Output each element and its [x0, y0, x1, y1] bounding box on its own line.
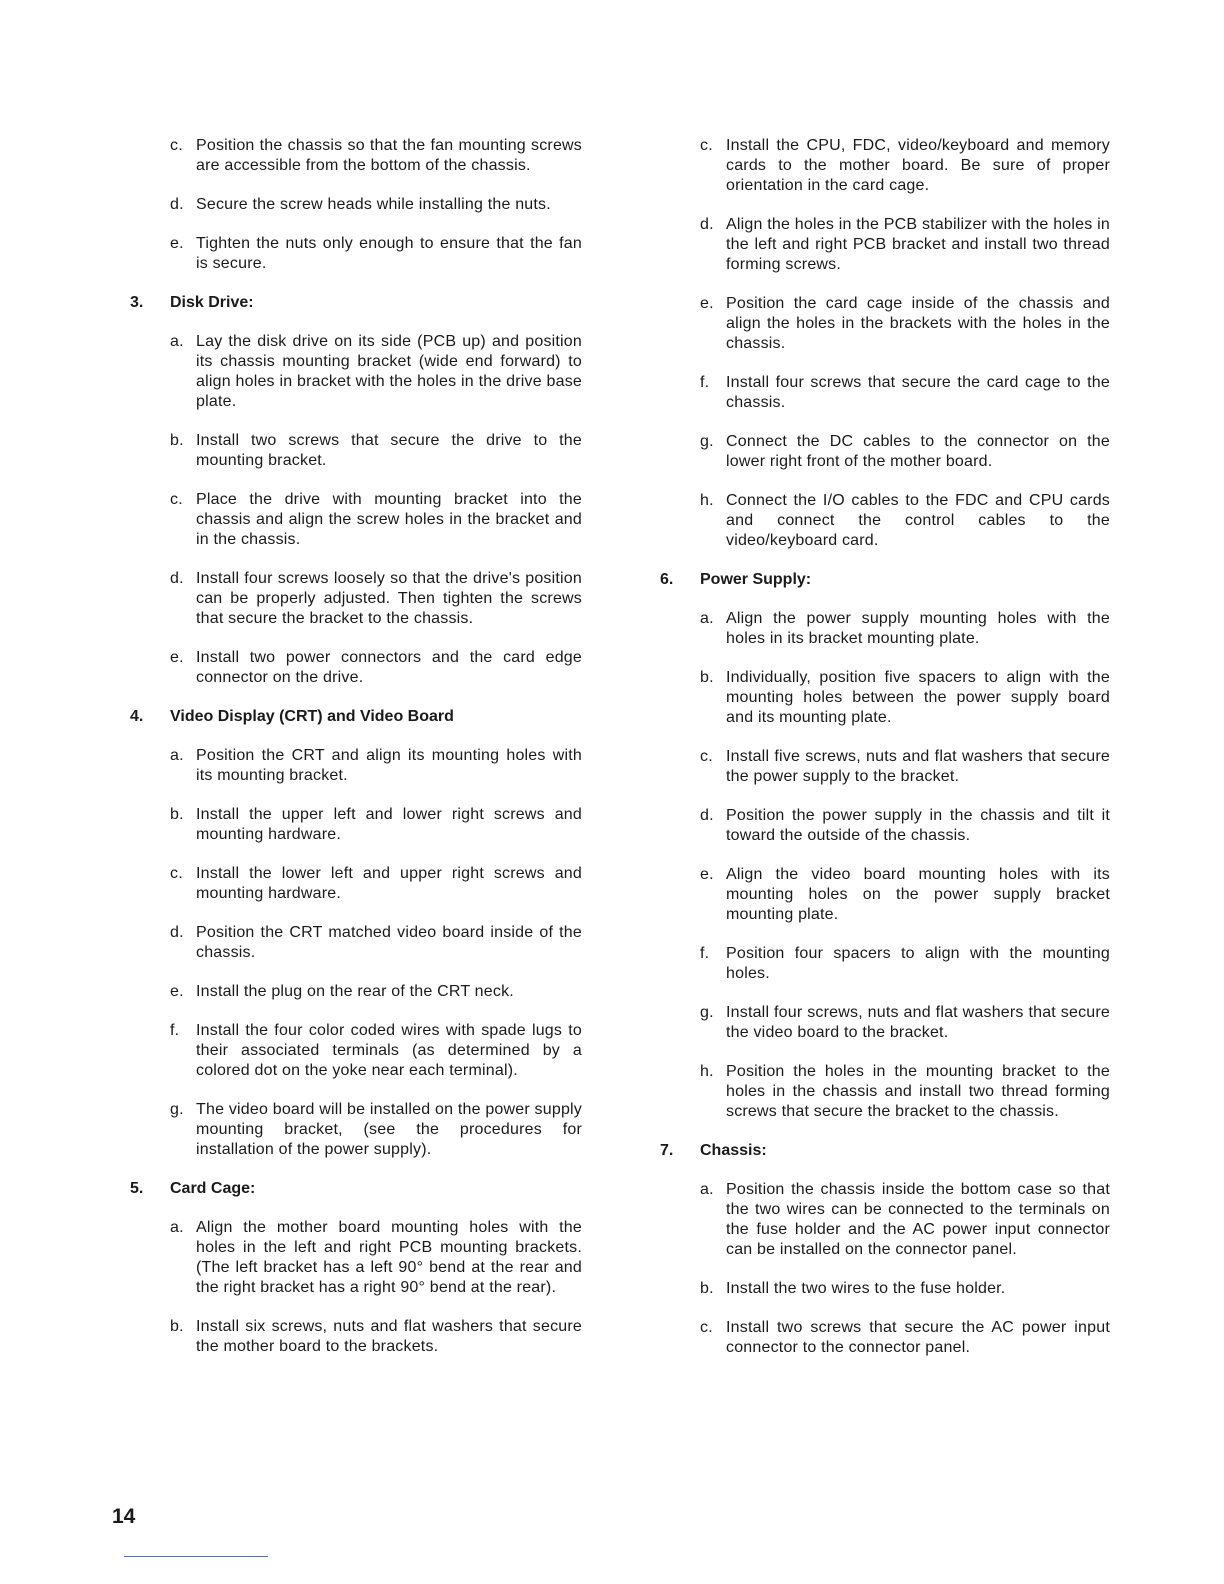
- item-text: Individually, position five spacers to align with the mounting holes between the power supply board and its mounting plate.: [726, 669, 1110, 726]
- item-label: a.: [170, 747, 184, 764]
- item-text: Install the upper left and lower right screws and mounting hardware.: [196, 806, 582, 843]
- list-item: [700, 944, 1110, 984]
- list-item: [170, 746, 582, 786]
- list-item: [170, 1317, 582, 1357]
- list-item: [700, 747, 1110, 787]
- item-label: e.: [170, 235, 184, 252]
- item-label: f.: [170, 1022, 180, 1039]
- item-label: d.: [700, 807, 714, 824]
- item-label: e.: [700, 866, 714, 883]
- section-heading: [130, 1179, 582, 1199]
- item-label: e.: [170, 649, 184, 666]
- section-heading: [660, 1141, 1110, 1161]
- item-text: Align the mother board mounting holes with the holes in the left and right PCB mounting brackets. (The left bracket has a left 90° bend at the rear and the right bracket has a right 90° bend at the rear).: [196, 1219, 582, 1296]
- item-text: Install the CPU, FDC, video/keyboard and memory cards to the mother board. Be sure of proper orientation in the card cage.: [726, 137, 1110, 194]
- item-label: b.: [170, 806, 184, 823]
- item-text: Position the holes in the mounting bracket to the holes in the chassis and install two thread forming screws that secure the bracket to the chassis.: [726, 1063, 1110, 1120]
- section-title: Video Display (CRT) and Video Board: [170, 708, 454, 725]
- list-item: [170, 234, 582, 274]
- list-item: [170, 1021, 582, 1081]
- item-label: g.: [170, 1101, 184, 1118]
- list-item: [700, 294, 1110, 354]
- item-label: g.: [700, 1004, 714, 1021]
- list-item: [700, 1003, 1110, 1043]
- item-label: d.: [170, 196, 184, 213]
- list-item: [700, 432, 1110, 472]
- item-text: Secure the screw heads while installing the nuts.: [196, 196, 551, 213]
- item-text: Install four screws that secure the card cage to the chassis.: [726, 374, 1110, 411]
- item-text: Install four screws loosely so that the drive's position can be properly adjusted. Then tighten the screws that secure the bracket to the chassis.: [196, 570, 582, 627]
- item-label: c.: [700, 1319, 713, 1336]
- item-text: Align the video board mounting holes with its mounting holes on the power supply bracket mounting plate.: [726, 866, 1110, 923]
- item-label: a.: [170, 333, 184, 350]
- section-number: 3.: [130, 294, 144, 311]
- section-title: Power Supply:: [700, 571, 812, 588]
- list-item: [700, 668, 1110, 728]
- list-item: [170, 431, 582, 471]
- item-text: Position the chassis so that the fan mounting screws are accessible from the bottom of the chassis.: [196, 137, 582, 174]
- item-text: Position the CRT and align its mounting holes with its mounting bracket.: [196, 747, 582, 784]
- item-label: a.: [700, 1181, 714, 1198]
- list-item: [700, 1279, 1110, 1299]
- list-item: [700, 609, 1110, 649]
- footer-rule: [124, 1556, 268, 1557]
- item-label: c.: [170, 491, 183, 508]
- list-item: [700, 491, 1110, 551]
- item-text: Align the holes in the PCB stabilizer with the holes in the left and right PCB bracket and install two thread forming screws.: [726, 216, 1110, 273]
- item-text: Place the drive with mounting bracket into the chassis and align the screw holes in the bracket and in the chassis.: [196, 491, 582, 548]
- list-item: [700, 136, 1110, 196]
- list-item: [170, 195, 582, 215]
- item-label: g.: [700, 433, 714, 450]
- item-text: Lay the disk drive on its side (PCB up) and position its chassis mounting bracket (wide end forward) to align holes in bracket with the holes in the drive base plate.: [196, 333, 582, 410]
- item-text: Connect the I/O cables to the FDC and CPU cards and connect the control cables to the video/keyboard card.: [726, 492, 1110, 549]
- section-title: Chassis:: [700, 1142, 767, 1159]
- item-label: c.: [170, 865, 183, 882]
- list-item: [170, 1100, 582, 1160]
- list-item: [700, 1318, 1110, 1358]
- item-text: Position four spacers to align with the mounting holes.: [726, 945, 1110, 982]
- item-text: Align the power supply mounting holes with the holes in its bracket mounting plate.: [726, 610, 1110, 647]
- item-text: Position the power supply in the chassis and tilt it toward the outside of the chassis.: [726, 807, 1110, 844]
- item-label: f.: [700, 945, 710, 962]
- section-heading: [130, 707, 582, 727]
- section-title: Card Cage:: [170, 1180, 256, 1197]
- item-text: Install two screws that secure the drive to the mounting bracket.: [196, 432, 582, 469]
- item-text: Install the plug on the rear of the CRT neck.: [196, 983, 514, 1000]
- item-text: Position the card cage inside of the chassis and align the holes in the brackets with the holes in the chassis.: [726, 295, 1110, 352]
- item-label: d.: [700, 216, 714, 233]
- list-item: [170, 982, 582, 1002]
- list-item: [170, 490, 582, 550]
- list-item: [170, 1218, 582, 1298]
- item-label: e.: [700, 295, 714, 312]
- item-text: Install four screws, nuts and flat washers that secure the video board to the bracket.: [726, 1004, 1110, 1041]
- item-text: Install two screws that secure the AC power input connector to the connector panel.: [726, 1319, 1110, 1356]
- item-label: b.: [170, 1318, 184, 1335]
- item-label: a.: [170, 1219, 184, 1236]
- item-text: The video board will be installed on the power supply mounting bracket, (see the procedures for installation of the power supply).: [196, 1101, 582, 1158]
- item-text: Install five screws, nuts and flat washers that secure the power supply to the bracket.: [726, 748, 1110, 785]
- item-text: Install two power connectors and the card edge connector on the drive.: [196, 649, 582, 686]
- list-item: [170, 648, 582, 688]
- item-label: d.: [170, 570, 184, 587]
- item-label: b.: [700, 669, 714, 686]
- item-label: h.: [700, 1063, 714, 1080]
- section-number: 7.: [660, 1142, 674, 1159]
- item-label: c.: [700, 748, 713, 765]
- item-label: a.: [700, 610, 714, 627]
- item-text: Install six screws, nuts and flat washers that secure the mother board to the brackets.: [196, 1318, 582, 1355]
- item-label: b.: [700, 1280, 714, 1297]
- list-item: [700, 1180, 1110, 1260]
- list-item: [170, 569, 582, 629]
- section-heading: [660, 570, 1110, 590]
- item-text: Position the CRT matched video board inside of the chassis.: [196, 924, 582, 961]
- item-label: c.: [170, 137, 183, 154]
- right-column: [660, 136, 1110, 1377]
- section-number: 5.: [130, 1180, 144, 1197]
- list-item: [170, 136, 582, 176]
- item-label: c.: [700, 137, 713, 154]
- list-item: [700, 373, 1110, 413]
- item-text: Tighten the nuts only enough to ensure that the fan is secure.: [196, 235, 582, 272]
- list-item: [700, 215, 1110, 275]
- left-column: [130, 136, 582, 1376]
- item-label: h.: [700, 492, 714, 509]
- section-number: 4.: [130, 708, 144, 725]
- item-text: Connect the DC cables to the connector on the lower right front of the mother board.: [726, 433, 1110, 470]
- item-label: f.: [700, 374, 710, 391]
- list-item: [700, 806, 1110, 846]
- page-number: 14: [112, 1505, 136, 1528]
- item-text: Install the lower left and upper right screws and mounting hardware.: [196, 865, 582, 902]
- item-text: Position the chassis inside the bottom case so that the two wires can be connected to the terminals on the fuse holder and the AC power input connector can be installed on the connector panel.: [726, 1181, 1110, 1258]
- list-item: [700, 1062, 1110, 1122]
- list-item: [170, 805, 582, 845]
- section-heading: [130, 293, 582, 313]
- item-label: e.: [170, 983, 184, 1000]
- item-label: d.: [170, 924, 184, 941]
- list-item: [700, 865, 1110, 925]
- list-item: [170, 923, 582, 963]
- section-number: 6.: [660, 571, 674, 588]
- list-item: [170, 332, 582, 412]
- item-text: Install the four color coded wires with spade lugs to their associated terminals (as determined by a colored dot on the yoke near each terminal).: [196, 1022, 582, 1079]
- item-text: Install the two wires to the fuse holder.: [726, 1280, 1006, 1297]
- section-title: Disk Drive:: [170, 294, 254, 311]
- item-label: b.: [170, 432, 184, 449]
- list-item: [170, 864, 582, 904]
